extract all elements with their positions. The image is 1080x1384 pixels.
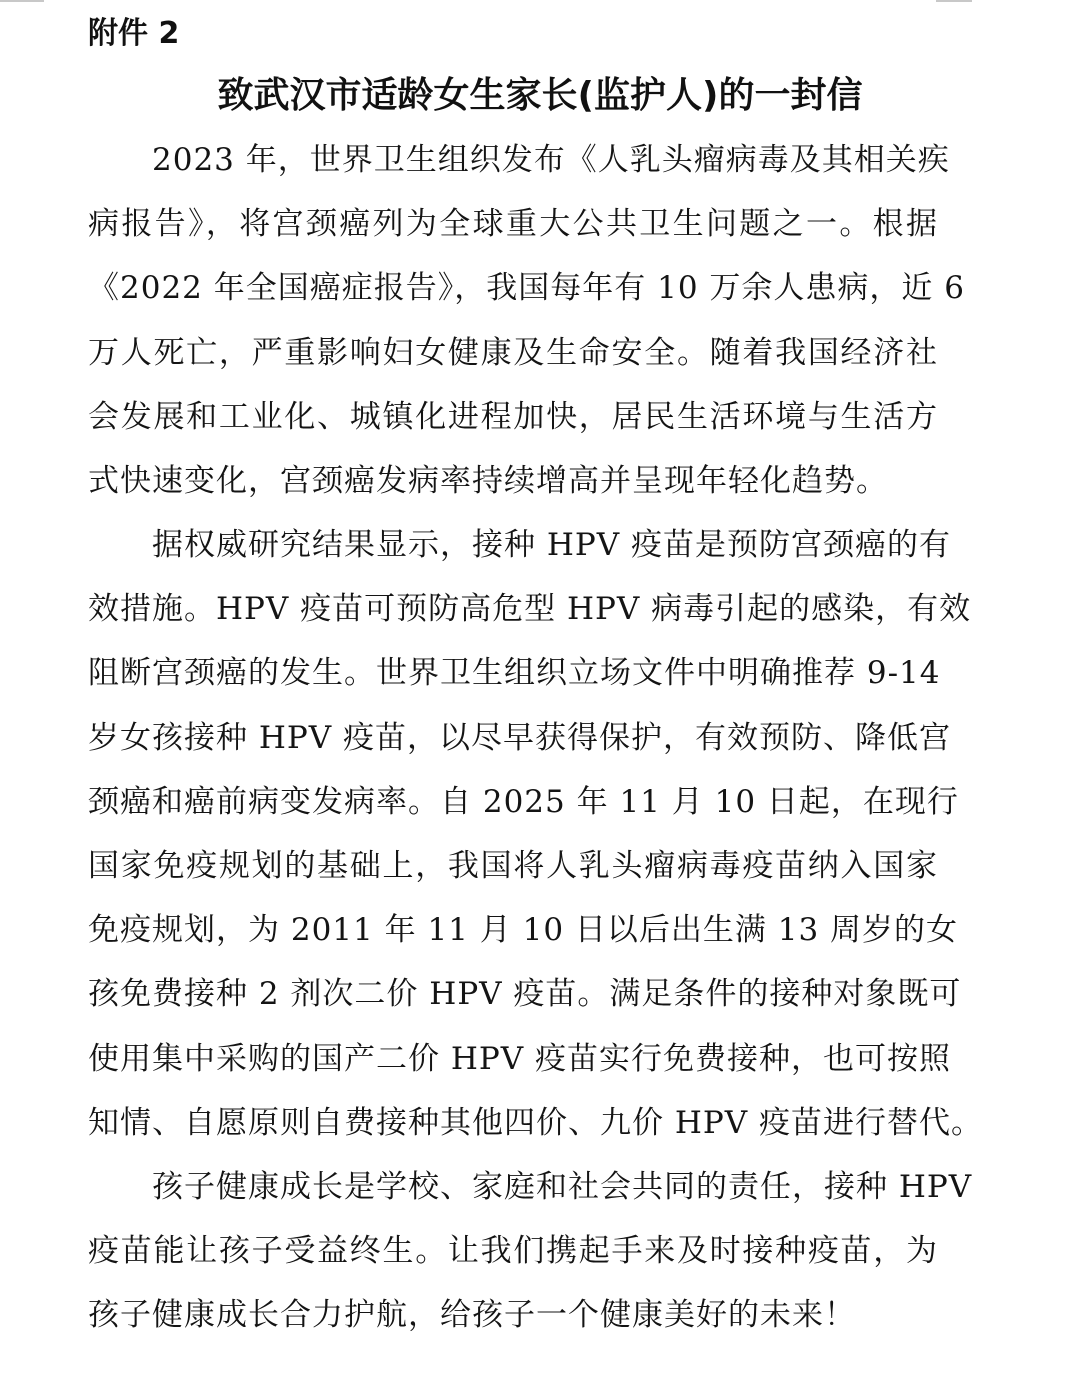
text-line: 2023 年，世界卫生组织发布《人乳头瘤病毒及其相关疾 <box>88 142 950 178</box>
text-line: 效措施。HPV 疫苗可预防高危型 HPV 病毒引起的感染，有效 <box>88 591 972 628</box>
text-line: 式快速变化，宫颈癌发病率持续增高并呈现年轻化趋势。 <box>88 462 888 499</box>
text-line: 国家免疫规划的基础上，我国将人乳头瘤病毒疫苗纳入国家 <box>88 847 938 884</box>
paragraph-2 <box>88 513 983 1155</box>
text-line: 《2022 年全国癌症报告》，我国每年有 10 万余人患病，近 6 <box>88 270 965 307</box>
text-line: 知情、自愿原则自费接种其他四价、九价 HPV 疫苗进行替代。 <box>88 1104 983 1141</box>
text-line: 使用集中采购的国产二价 HPV 疫苗实行免费接种，也可按照 <box>88 1040 951 1077</box>
text-line: 颈癌和癌前病变发病率。自 2025 年 11 月 10 日起，在现行 <box>88 783 959 820</box>
text-line: 岁女孩接种 HPV 疫苗，以尽早获得保护，有效预防、降低宫 <box>88 719 951 756</box>
letter-title: 致武汉市适龄女生家长(监护人)的一封信 <box>217 75 863 116</box>
text-line: 疫苗能让孩子受益终生。让我们携起手来及时接种疫苗，为 <box>88 1233 938 1270</box>
text-line: 据权威研究结果显示，接种 HPV 疫苗是预防宫颈癌的有 <box>88 527 951 563</box>
attachment-label: 附件 2 <box>88 16 180 51</box>
text-line: 万人死亡，严重影响妇女健康及生命安全。随着我国经济社 <box>88 334 938 371</box>
text-line: 病报告》，将宫颈癌列为全球重大公共卫生问题之一。根据 <box>88 206 938 243</box>
paragraph-3 <box>88 1155 973 1348</box>
top-edge-mark <box>0 0 44 2</box>
text-line: 孩子健康成长合力护航，给孩子一个健康美好的未来！ <box>88 1297 856 1334</box>
paragraph-1 <box>88 128 965 513</box>
text-line: 孩子健康成长是学校、家庭和社会共同的责任，接种 HPV <box>88 1169 973 1205</box>
top-edge-mark <box>936 0 972 2</box>
text-line: 孩免费接种 2 剂次二价 HPV 疫苗。满足条件的接种对象既可 <box>88 976 962 1013</box>
text-line: 阻断宫颈癌的发生。世界卫生组织立场文件中明确推荐 9-14 <box>88 655 941 692</box>
text-line: 免疫规划，为 2011 年 11 月 10 日以后出生满 13 周岁的女 <box>88 912 959 949</box>
text-line: 会发展和工业化、城镇化进程加快，居民生活环境与生活方 <box>88 398 938 435</box>
